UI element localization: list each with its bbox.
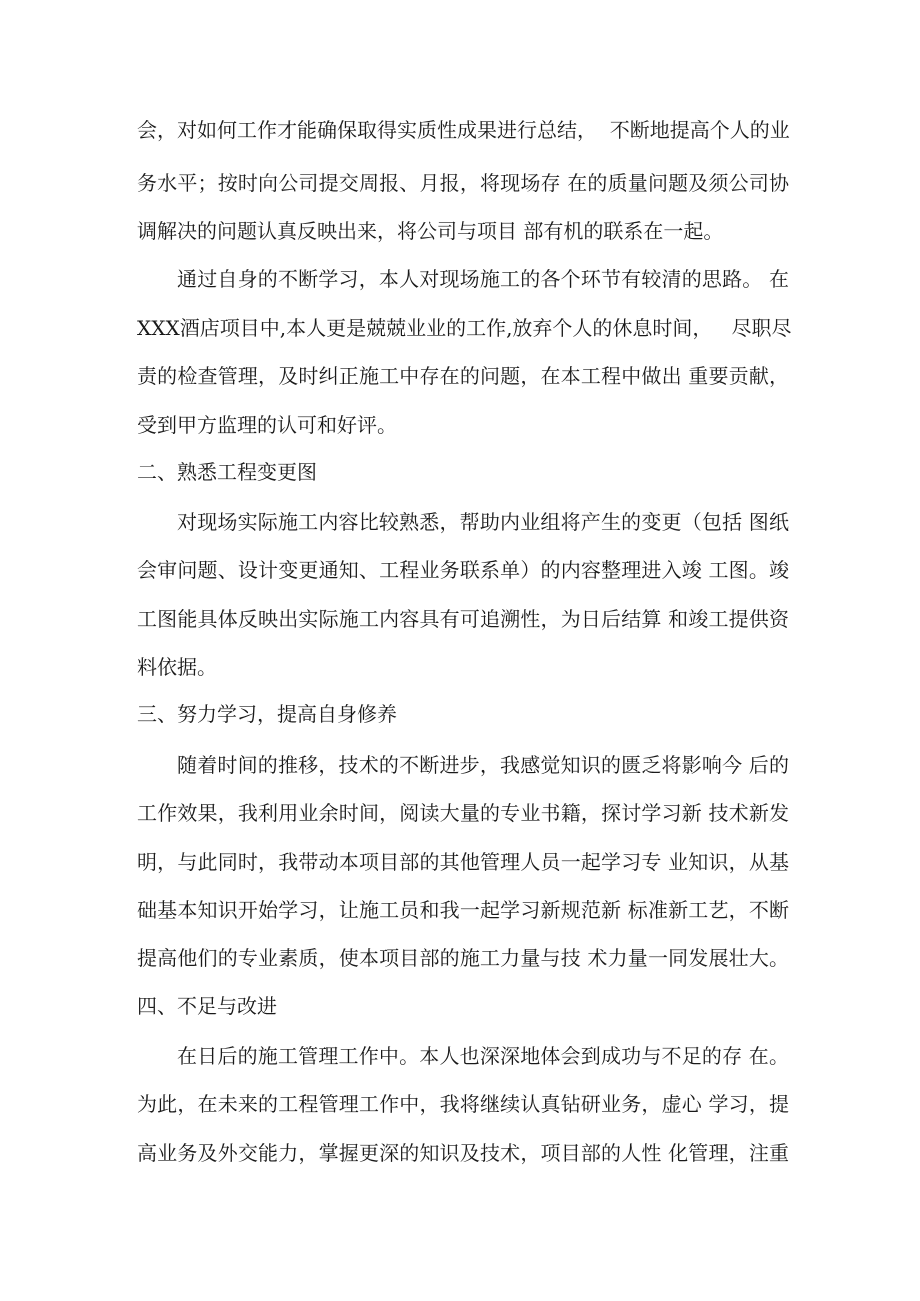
section-heading: 二、熟悉工程变更图 — [137, 460, 317, 484]
section-heading: 四、不足与改进 — [137, 994, 277, 1018]
text-line: 随着时间的推移，技术的不断进步，我感觉知识的匮乏将影响今 后的 — [177, 753, 789, 777]
text-line: 通过自身的不断学习，本人对现场施工的各个环节有较清的思路。 在 — [177, 267, 789, 291]
text-line: XXX酒店项目中,本人更是兢兢业业的工作,放弃个人的休息时间， 尽职尽 — [137, 316, 792, 340]
text-line: 对现场实际施工内容比较熟悉，帮助内业组将产生的变更（包括 图纸 — [177, 510, 789, 534]
text-line: 责的检查管理，及时纠正施工中存在的问题，在本工程中做出 重要贡献， — [137, 364, 789, 388]
section-heading: 三、努力学习，提高自身修养 — [137, 702, 397, 726]
text-line: 务水平；按时向公司提交周报、月报，将现场存 在的质量问题及须公司协 — [137, 171, 789, 195]
text-line: 料依据。 — [137, 655, 217, 679]
text-line: 工图能具体反映出实际施工内容具有可追溯性，为日后结算 和竣工提供资 — [137, 607, 789, 631]
text-line: 础基本知识开始学习，让施工员和我一起学习新规范新 标准新工艺，不断 — [137, 898, 789, 922]
text-line: 会审问题、设计变更通知、工程业务联系单）的内容整理进入竣 工图。竣 — [137, 558, 789, 582]
text-line: 会，对如何工作才能确保取得实质性成果进行总结， 不断地提高个人的业 — [137, 118, 790, 142]
text-line: 受到甲方监理的认可和好评。 — [137, 413, 397, 437]
text-line: 高业务及外交能力，掌握更深的知识及技术，项目部的人性 化管理，注重 — [137, 1141, 789, 1165]
text-line: 明，与此同时，我带动本项目部的其他管理人员一起学习专 业知识，从基 — [137, 850, 789, 874]
text-line: 为此，在未来的工程管理工作中，我将继续认真钻研业务，虚心 学习，提 — [137, 1092, 789, 1116]
text-line: 在日后的施工管理工作中。本人也深深地体会到成功与不足的存 在。 — [177, 1044, 789, 1068]
text-line: 工作效果，我利用业余时间，阅读大量的专业书籍，探讨学习新 技术新发 — [137, 801, 789, 825]
text-line: 调解决的问题认真反映出来，将公司与项目 部有机的联系在一起。 — [137, 219, 724, 243]
text-line: 提高他们的专业素质，使本项目部的施工力量与技 术力量一同发展壮大。 — [137, 946, 789, 970]
